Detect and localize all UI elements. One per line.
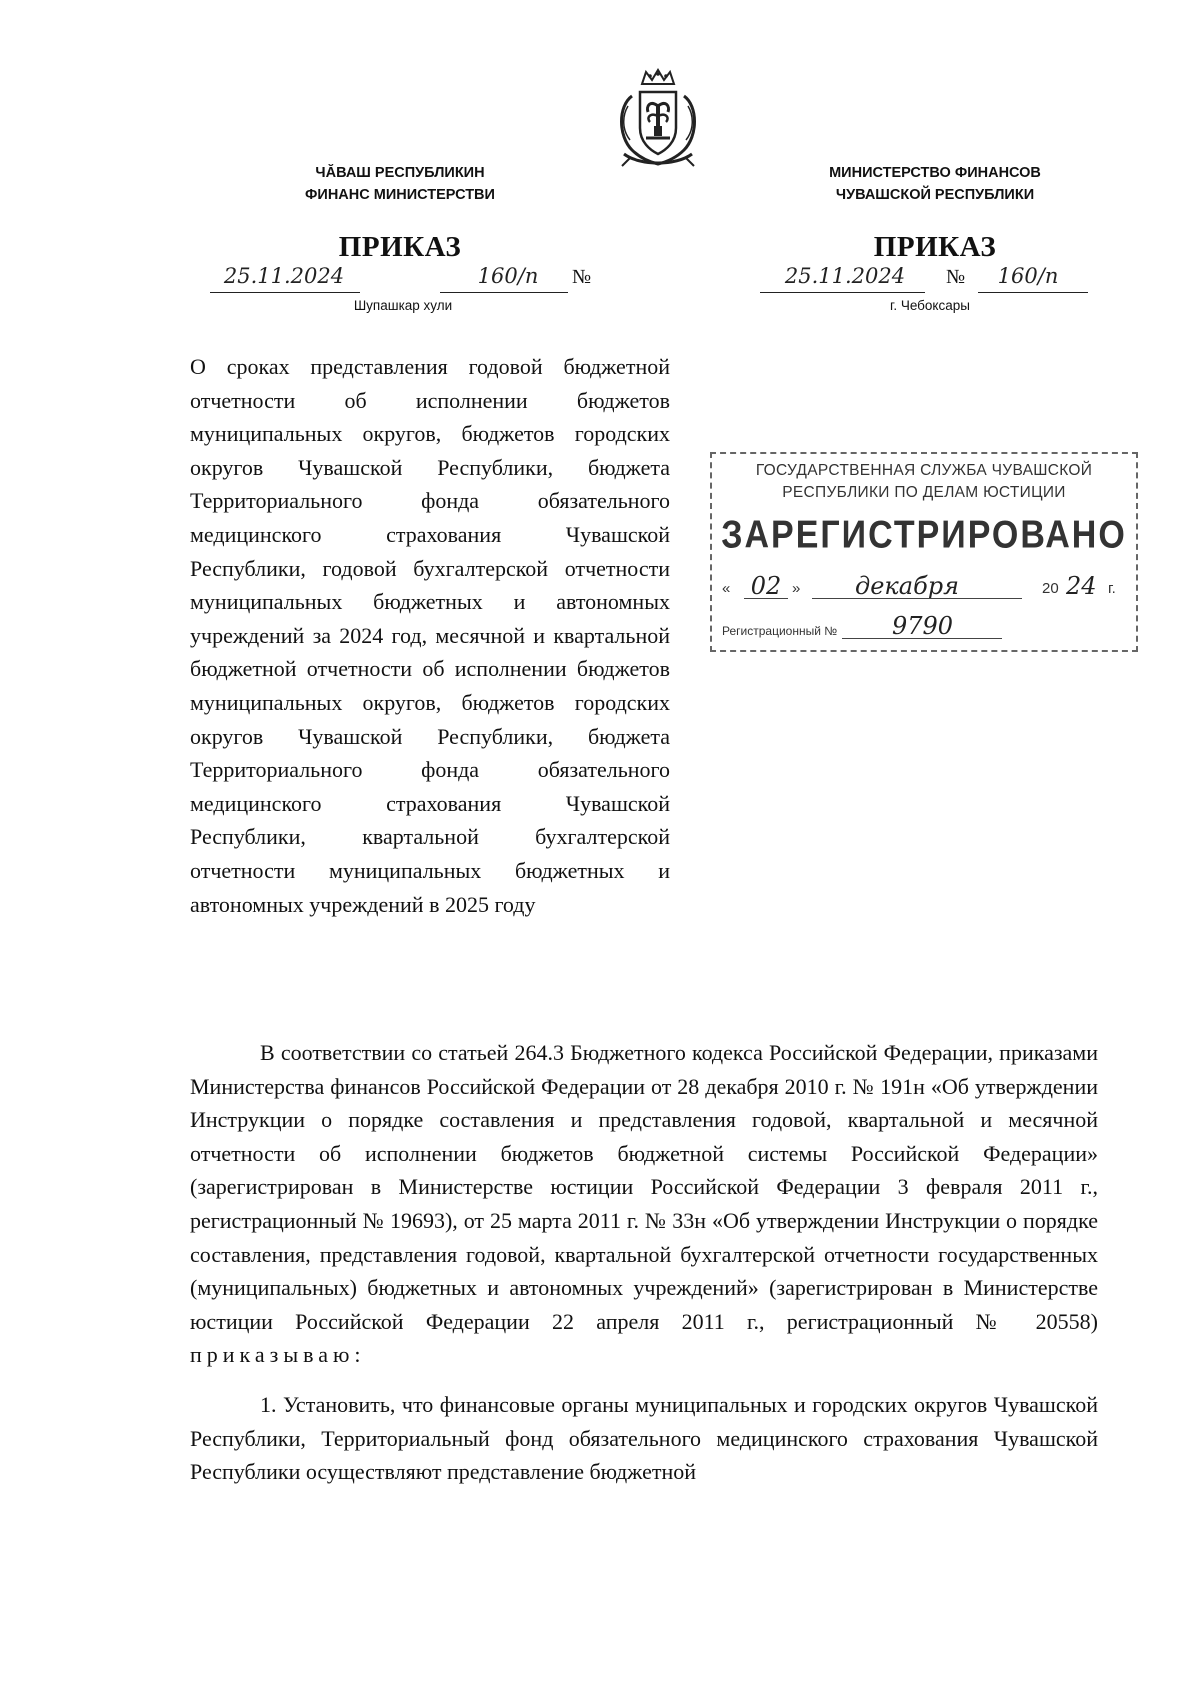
body-paragraph-1 (190, 1036, 1098, 1372)
stamp-month: декабря (855, 572, 959, 600)
stamp-regno: 9790 (892, 612, 954, 640)
stamp-regno-label: Регистрационный № (722, 624, 838, 638)
ministry-name-russian-line1: МИНИСТЕРСТВО ФИНАНСОВ (829, 165, 1041, 181)
ministry-name-chuvash-line1: ЧӐВАШ РЕСПУБЛИКИН (315, 165, 485, 181)
header-right (755, 162, 1115, 206)
stamp-day: 02 (750, 572, 782, 600)
ministry-name-chuvash-line2: ФИНАНС МИНИСТЕРСТВИ (305, 187, 495, 203)
doc-type-left: ПРИКАЗ (338, 231, 462, 263)
body-paragraph-1-decree: приказываю: (190, 1342, 366, 1368)
registration-stamp (710, 452, 1138, 652)
stamp-regno-row (722, 612, 1132, 644)
order-number-left: 160/п (477, 264, 539, 288)
body-paragraph-1-text: В соответствии со статьей 264.3 Бюджетного кодекса Российской Федерации, приказами Министерства финансов Российской Федерации от 28 декабря 2010 г. № 191н «Об утверждении Инструкции о порядке составления и представления годовой, квартальной и месячной отчетности об исполнении бюджетов бюджетной системы Российской Федерации» (зарегистрирован в Министерстве юстиции Российской Федерации 3 февраля 2011 г., регистрационный № 19693), от 25 марта 2011 г. № 33н «Об утверждении Инструкции о порядке составления, представления годовой, квартальной бухгалтерской отчетности государственных (муниципальных) бюджетных и автономных учреждений» (зарегистрирован в Министерстве юстиции Российской Федерации 22 апреля 2011 г., регистрационный № 20558) (190, 1040, 1098, 1334)
number-sign-right: № (946, 266, 966, 288)
number-underline-left (440, 292, 568, 293)
chuvash-emblem-icon (610, 66, 706, 172)
ministry-name-russian-line2: ЧУВАШСКОЙ РЕСПУБЛИКИ (835, 187, 1035, 203)
stamp-agency-line2: РЕСПУБЛИКИ ПО ДЕЛАМ ЮСТИЦИИ (782, 484, 1066, 501)
order-number-right: 160/п (997, 264, 1059, 288)
order-title: О сроках представления годовой бюджетной отчетности об исполнении бюджетов муниципальных округов, бюджетов городских округов Чувашской Республики, бюджета Территориального фонда обязательного медицинского страхования Чувашской Республики, годовой бухгалтерской отчетности муниципальных бюджетных и автономных учреждений за 2024 год, месячной и квартальной бюджетной отчетности об исполнении бюджетов муниципальных округов, бюджетов городских округов Чувашской Республики, бюджета Территориального фонда обязательного медицинского страхования Чувашской Республики, квартальной бухгалтерской отчетности муниципальных бюджетных и автономных учреждений в 2025 году (190, 354, 670, 917)
stamp-status: ЗАРЕГИСТРИРОВАНО (721, 513, 1127, 557)
stamp-year-unit: г. (1108, 580, 1116, 597)
city-left: Шупашкар хули (353, 298, 453, 313)
number-underline-right (978, 292, 1088, 293)
stamp-date: « 02 » декабря 20 24 г. (722, 572, 1116, 600)
doc-type-right: ПРИКАЗ (873, 231, 997, 263)
order-date-left: 25.11.2024 (223, 264, 345, 288)
body-paragraph-2: 1. Установить, что финансовые органы муниципальных и городских округов Чувашской Республики, Территориальный фонд обязательного медицинского страхования Чувашской Республики осуществляют представление бюджетной (190, 1391, 1098, 1485)
stamp-agency-line1: ГОСУДАРСТВЕННАЯ СЛУЖБА ЧУВАШСКОЙ (755, 462, 1093, 479)
date-underline-right (760, 292, 925, 293)
number-sign-left: № (572, 266, 592, 288)
header-left (220, 162, 580, 206)
date-underline-left (210, 292, 360, 293)
order-body (190, 1036, 1098, 1489)
stamp-year-suffix: 24 (1066, 572, 1097, 600)
order-date-right: 25.11.2024 (784, 264, 906, 288)
city-right: г. Чебоксары (890, 298, 970, 313)
stamp-year-prefix: 20 (1042, 580, 1059, 597)
